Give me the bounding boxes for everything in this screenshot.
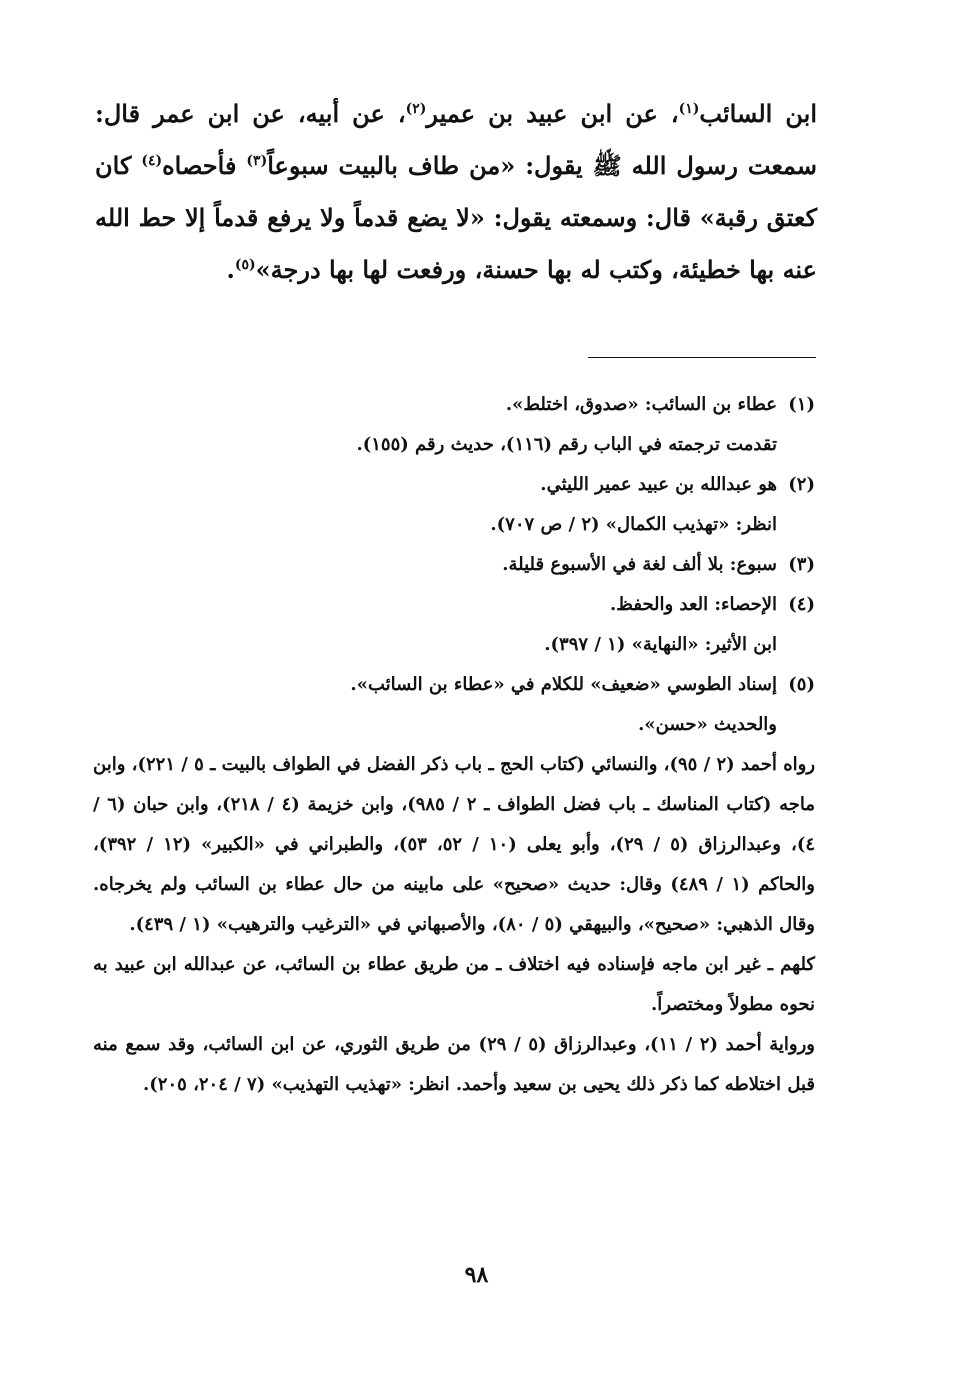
page-number: ٩٨ [464, 1262, 489, 1288]
footnote-5-ahmad-note: ورواية أحمد (٢ / ١١)، وعبدالرزاق (٥ / ٢٩) من طريق الثوري، عن ابن السائب، وقد سمع منه قبل اختلاطه كما ذكر ذلك يحيى بن سعيد وأحمد. انظر: «تهذيب التهذيب» (٧ / ٢٠٤، ٢٠٥). [93, 1034, 815, 1095]
main-text [95, 88, 817, 296]
footnote-ref-5: (٥) [234, 257, 256, 273]
footnote-ref-4: (٤) [141, 153, 163, 169]
footnote-ref-3: (٣) [246, 153, 268, 169]
footnote-ref-1: (١) [678, 101, 700, 117]
footnote-number: (٥) [788, 674, 815, 695]
footnote-1 [93, 385, 815, 425]
text-run: . [226, 255, 235, 284]
footnote-separator [588, 357, 816, 358]
footnote-number: (٢) [788, 474, 815, 495]
text-run: فأحصاه [162, 151, 247, 180]
footnote-number: (١) [788, 394, 815, 415]
footnote-5-sources: رواه أحمد (٢ / ٩٥)، والنسائي (كتاب الحج ـ باب ذكر الفضل في الطواف بالبيت ـ ٥ / ٢٢١)، وابن ماجه (كتاب المناسك ـ باب فضل الطواف ـ ٢ / ٩٨٥)، وابن خزيمة (٤ / ٢١٨)، وابن حبان (٦ / ٤)، وعبدالرزاق (٥ / ٢٩)، وأبو يعلى (١٠ / ٥٢، ٥٣)، والطبراني في «الكبير» (١٢ / ٣٩٢)، والحاكم (١ / ٤٨٩) وقال: حديث «صحيح» على مابينه من حال عطاء بن السائب ولم يخرجاه. وقال الذهبي: «صحيح»، والبيهقي (٥ / ٨٠)، والأصبهاني في «الترغيب والترهيب» (١ / ٤٣٩). [93, 754, 816, 935]
text-run: ، عن أبيه، عن ابن عمر قال: سمعت رسول الله ﷺ يقول: «من طاف بالبيت سبوعاً [95, 99, 818, 180]
footnote-2-detail: انظر: «تهذيب الكمال» (٢ / ص ٧٠٧). [490, 514, 777, 535]
text-run: كان كعتق رقبة» قال: وسمعته يقول: «لا يضع قدماً ولا يرفع قدماً إلا حط الله عنه بها خطيئة، وكتب له بها حسنة، ورفعت لها بها درجة» [95, 151, 817, 284]
main-paragraph [95, 88, 817, 296]
footnote-4 [93, 585, 815, 625]
footnote-text: سبوع: بلا ألف لغة في الأسبوع قليلة. [502, 554, 777, 575]
footnotes [93, 385, 815, 1105]
footnote-text: عطاء بن السائب: «صدوق، اختلط». [505, 394, 777, 415]
footnote-text: هو عبدالله بن عبيد عمير الليثي. [540, 474, 777, 495]
footnote-number: (٤) [788, 594, 815, 615]
footnote-1-detail: تقدمت ترجمته في الباب رقم (١١٦)، حديث رقم (١٥٥). [356, 434, 777, 455]
text-run: ابن السائب [699, 99, 818, 128]
footnote-4-detail: ابن الأثير: «النهاية» (١ / ٣٩٧). [544, 634, 777, 655]
footnote-2 [93, 465, 815, 505]
footnote-number: (٣) [788, 554, 815, 575]
footnote-text: إسناد الطوسي «ضعيف» للكلام في «عطاء بن السائب». [350, 674, 777, 695]
footnote-text: الإحصاء: العد والحفظ. [609, 594, 777, 615]
footnote-3 [93, 545, 815, 585]
text-run: ، عن ابن عبيد بن عمير [426, 99, 679, 128]
footnote-ref-2: (٢) [405, 101, 427, 117]
footnote-5-detail: والحديث «حسن». [638, 714, 777, 735]
footnote-5 [93, 665, 815, 705]
footnote-5-chain-note: كلهم ـ غير ابن ماجه فإسناده فيه اختلاف ـ من طريق عطاء بن السائب، عن عبدالله ابن عبيد به نحوه مطولاً ومختصراً. [93, 954, 815, 1015]
